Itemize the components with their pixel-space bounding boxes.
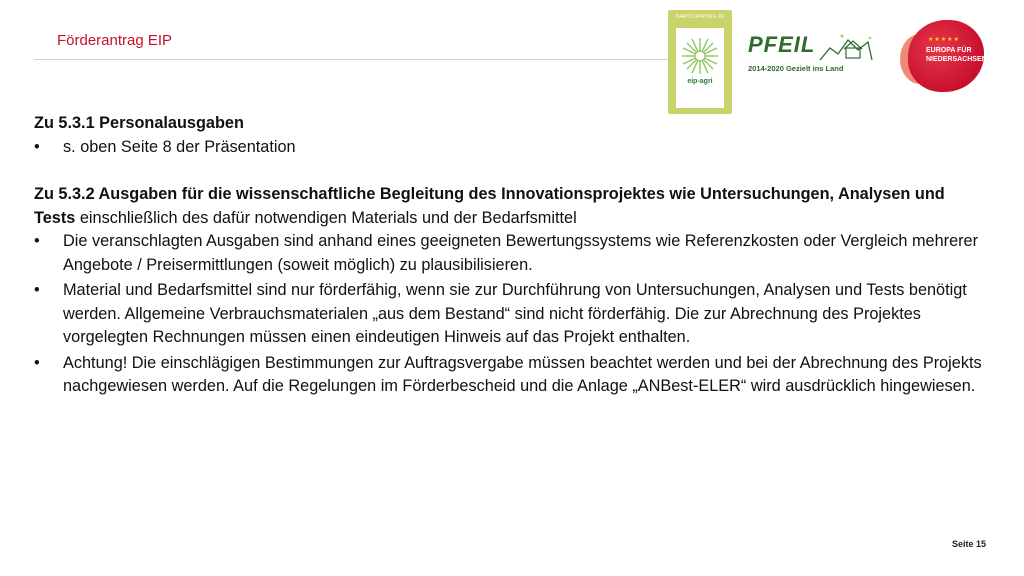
header-divider	[34, 59, 674, 60]
pfeil-logo-word: PFEIL	[748, 32, 816, 57]
pfeil-logo-subtitle: 2014-2020 Gezielt ins Land	[748, 64, 844, 73]
section2-heading-normal: einschließlich des dafür notwendigen Materials und der Bedarfsmittel	[75, 208, 577, 227]
eip-logo-top-text: PARTICIPATING IN	[675, 14, 725, 20]
spacer	[34, 159, 984, 183]
bullet-icon: •	[34, 137, 40, 156]
bullet-icon: •	[34, 281, 40, 299]
europa-logo-line2: NIEDERSACHSEN	[926, 56, 987, 63]
section1-heading: Zu 5.3.1 Personalausgaben	[34, 114, 244, 132]
eip-logo-text: eip-agri	[687, 78, 713, 85]
header-title: Förderantrag EIP	[57, 32, 173, 49]
europa-stars-icon: ★★★★★	[928, 37, 960, 43]
pfeil-house-icon	[818, 32, 874, 62]
list-item	[34, 279, 984, 350]
europa-logo	[900, 16, 990, 96]
page-number: Seite 15	[951, 539, 986, 549]
section2-heading-bold: Zu 5.3.2 Ausgaben für die wissenschaftliche Begleitung des Innovationsprojektes wie Untersuchungen, Analysen und Tests	[34, 185, 945, 227]
bullet-icon: •	[34, 232, 40, 250]
europa-logo-line1: EUROPA FÜR	[926, 47, 972, 54]
eip-agri-logo	[668, 10, 732, 114]
list-item	[34, 352, 984, 399]
list-item-text: s. oben Seite 8 der Präsentation	[63, 137, 296, 156]
section2-heading	[34, 183, 984, 230]
pfeil-logo	[748, 28, 878, 76]
list-item-text: Die veranschlagten Ausgaben sind anhand eines geeigneten Bewertungssystems wie Referenzkosten oder Vergleich mehrerer Angebote / Preisermittlungen (soweit möglich) zu plausibilisieren.	[63, 232, 979, 274]
eip-sunburst-icon	[676, 32, 724, 80]
list-item-text: Achtung! Die einschlägigen Bestimmungen zur Auftragsvergabe müssen beachtet werden und bei der Abrechnung des Projekts nachgewiesen werden. Auf die Regelungen im Förderbescheid und die Anlage „ANBest-ELER“ wird ausdrücklich hingewiesen.	[63, 353, 982, 395]
slide-content	[34, 112, 984, 399]
bullet-icon: •	[34, 353, 40, 372]
europa-logo-text	[926, 46, 987, 64]
list-item	[34, 136, 984, 160]
list-item	[34, 230, 984, 277]
eip-logo-panel	[676, 28, 724, 108]
list-item-text: Material und Bedarfsmittel sind nur förderfähig, wenn sie zur Durchführung von Untersuchungen, Analysen und Tests benötigt werden. Allgemeine Verbrauchsmaterialen „aus dem Bestand“ sind nicht förderfähig. Die zur Abrechnung des Projektes vorgelegten Rechnungen müssen einen eindeutigen Hinweis auf das Projekt enthalten.	[63, 281, 967, 346]
